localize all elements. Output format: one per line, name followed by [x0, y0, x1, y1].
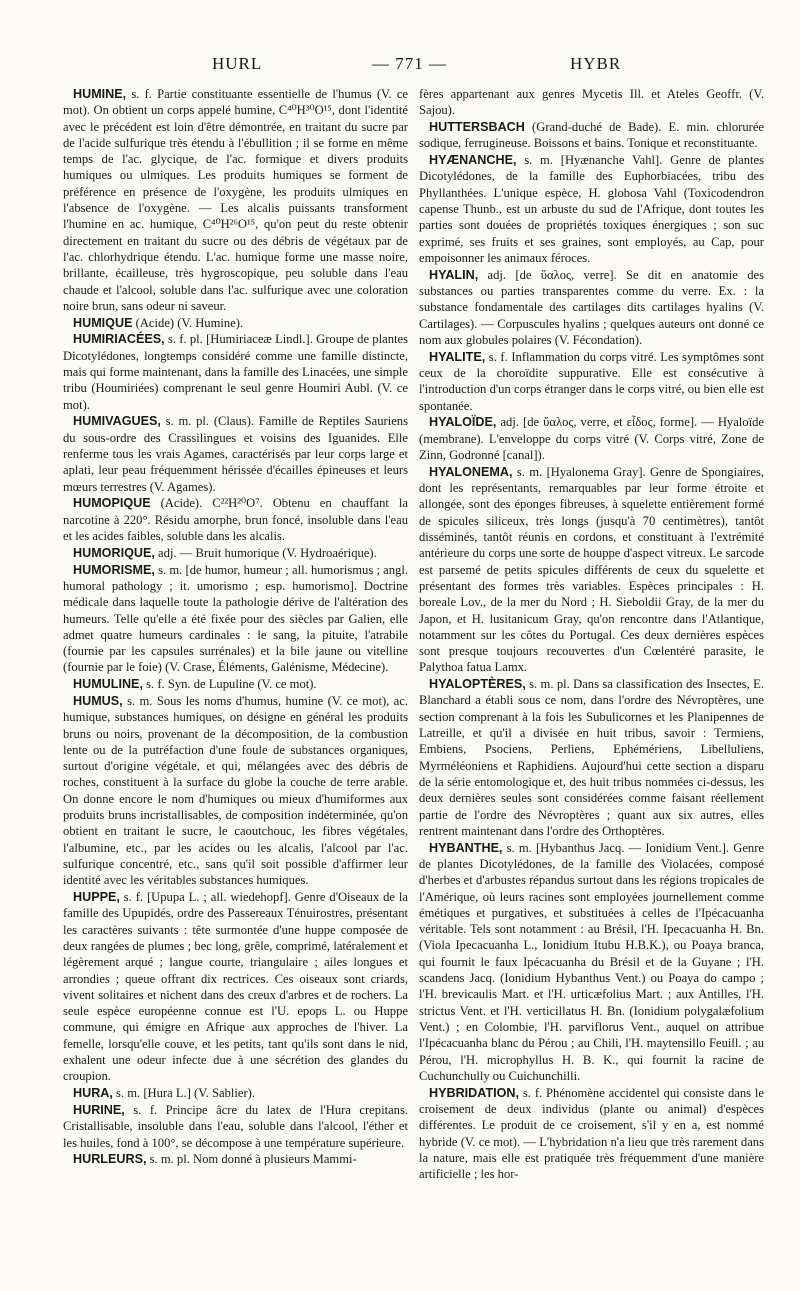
dictionary-entry [419, 1085, 764, 1183]
entry-headword: HUTTERSBACH [429, 120, 525, 135]
entry-text: fères appartenant aux genres Mycetis Ill. et Ateles Geoffr. (V. Sajou). [419, 87, 764, 118]
entry-text: s. m. [Hybanthus Jacq. — Ionidium Vent.]. Genre de plantes Dicotylédones, de la famille des Violacées, composé d'herbes et d'arbustes répandus surtout dans les régions tropicales de l'Amérique, où leurs racines sont employées journellement comme émétiques et purgatives, et substituées à celles de l'Ipécacuanha véritable. Tels sont notamment : au Brésil, l'H. Ipecacuanha H. Bn. (Viola Ipecacuanha L., Ionidium Itubu H.B.K.), ou Poaya branca, qui fournit le faux Ipécacuanha du Brésil et de la Guyane ; l'H. scandens Jacq. (Ionidium Hybanthus Vent.) ou Poaya do campo ; l'H. brevicaulis Mart. et l'H. urticæfolius Mart. ; aux Antilles, l'H. strictus Vent. et l'H. verticillatus H. Bn. (Ionidium polygalæfolium Vent.) ; en Colombie, l'H. parviflorus Vent., auquel on attribue l'Ipécacuanha blanc du Pérou ; au Chili, l'H. maytensillo Feuill. ; au Pérou, l'H. microphyllus H. B. K., qui fournit la racine de Cuchunchully ou Cuichunchilli. [419, 840, 764, 1083]
entry-text: s. m. [de humor, humeur ; all. humorismus ; angl. humoral pathology ; it. umorismo ; esp. humorismo]. Doctrine médicale dans laquelle toute la pathologie dérive de l'altération des humeurs. Telle qu'elle a été fixée pour des siècles par Galien, elle admet quatre humeurs cardinales : le sang, la pituite, l'atrabile (fournie par les capsules surrénales) et la bile jaune ou vitelline (fournie par le foie) (V. Crase, Éléments, Galénisme, Médecine). [63, 562, 408, 675]
entry-headword: HUMUS, [73, 693, 123, 708]
dictionary-entry [63, 693, 408, 889]
entry-headword: HURINE, [73, 1102, 125, 1117]
entry-headword: HUMORISME, [73, 562, 155, 577]
dictionary-entry [419, 464, 764, 676]
dictionary-entry [419, 267, 764, 348]
entry-text: s. m. pl. Nom donné à plusieurs Mammi- [149, 1152, 357, 1167]
dictionary-entry [63, 1151, 408, 1167]
entry-text: adj. [de ὕαλος, verre, et εἶδος, forme]. — Hyaloïde (membrane). L'enveloppe du corps vitré (V. Corps vitré, Zone de Zinn, Godronné [canal]). [419, 415, 764, 463]
entry-text: (Acide). C²²H²⁰O⁷. Obtenu en chauffant la narcotine à 220°. Résidu amorphe, brun foncé, insoluble dans l'eau et les acides faibles, soluble dans les alcalis. [63, 496, 408, 544]
entry-text: s. f. [Upupa L. ; all. wiedehopf]. Genre d'Oiseaux de la famille des Upupidés, ordre des Passereaux Ténuirostres, présentant les caractères suivants : tête surmontée d'une huppe composée de deux rangées de plumes ; bec long, grêle, comprimé, latéralement et légèrement arqué ; langue courte, triangulaire ; ailes longues et arrondies ; queue offrant dix rectrices. Ces oiseaux sont criards, vivent solitaires et nichent dans des creux d'arbres et de rochers. La seule espèce européenne connue est l'U. epops L. ou Huppe commune, qui émigre en Afrique aux approches de l'hiver. La femelle, lorsqu'elle couve, et les petits, tant qu'ils sont dans le nid, exhalent une odeur infecte due à une sécrétion des glandes du croupion. [63, 890, 408, 1084]
dictionary-entry [63, 413, 408, 494]
dictionary-entry [63, 86, 408, 314]
dictionary-entry [419, 676, 764, 839]
entry-headword: HUMIVAGUES, [73, 414, 161, 429]
running-head-left: HURL [212, 54, 263, 73]
dictionary-entry [63, 315, 408, 331]
right-column [419, 86, 764, 1276]
entry-text: s. m. [Hyalonema Gray]. Genre de Spongiaires, dont les représentants, remarquables par leur forme étroite et allongée, sont des éponges fibreuses, à squelette entièrement formé de spicules siliceux, très longs (jusqu'à 70 centimètres), tantôt disséminés, tantôt réunis en cordons, et constituant à l'extrémité antérieure du corps une sorte de houppe d'aspect vitreux. Le sarcode est parsemé de petits spicules différents de ceux du squelette et présentant des formes très variables. Espèces principales : H. boreale Lov., de la mer du Nord ; H. Sieboldii Gray, de la mer du Japon, et H. lusitanicum Gray, qu'on rencontre dans l'Atlantique, notamment sur les côtes du Portugal. Ces deux dernières espèces sont presque toujours recouvertes d'un Cœlentéré parasite, le Palythoa fatua Lamx. [419, 464, 764, 675]
entry-text: s. f. pl. [Humiriaceæ Lindl.]. Groupe de plantes Dicotylédones, longtemps considéré comme une famille distincte, mais qui forme maintenant, dans la famille des Linacées, une simple tribu (Houmiriées) comprenant le seul genre Houmiri Aubl. (V. ce mot). [63, 332, 408, 412]
entry-text: adj. — Bruit humorique (V. Hydroaérique). [158, 545, 377, 560]
entry-headword: HUMIRIACÉES, [73, 332, 165, 347]
entry-text: s. f. Phénomène accidentel qui consiste dans le croisement de deux individus (plante ou animal) d'espèces différentes. Le produit de ce croisement, s'il y en a, est nommé hybride (V. ce mot). — L'hybridation n'a lieu que très rarement dans la nature, mais elle est pratiquée très fréquemment d'une manière artificielle ; les hor- [419, 1085, 764, 1182]
entry-continuation [419, 86, 764, 119]
dictionary-entry [63, 889, 408, 1085]
entry-text: s. f. Principe âcre du latex de l'Hura crepitans. Cristallisable, insoluble dans l'eau, soluble dans l'alcool, l'éther et les huiles, fond à 100°, se décompose à une température supérieure. [63, 1102, 408, 1150]
entry-headword: HUMORIQUE, [73, 545, 155, 560]
running-head-right: HYBR [570, 54, 622, 73]
dictionary-entry [419, 152, 764, 266]
dictionary-entry [419, 349, 764, 414]
entry-headword: HUPPE, [73, 890, 120, 905]
entry-headword: HYALIN, [429, 267, 479, 282]
dictionary-entry [63, 562, 408, 676]
entry-text: s. f. Inflammation du corps vitré. Les symptômes sont ceux de la choroïdite suppurative. Elle est consécutive à l'introduction d'un corps étranger dans le corps vitré, ou bien elle est spontanée. [419, 349, 764, 413]
entry-headword: HUMULINE, [73, 677, 143, 692]
left-column [63, 86, 408, 1276]
dictionary-entry [63, 1102, 408, 1151]
dictionary-entry [63, 495, 408, 544]
running-head [60, 54, 760, 80]
entry-headword: HUMINE, [73, 87, 127, 101]
entry-headword: HYALONEMA, [429, 464, 513, 479]
entry-text: s. m. Sous les noms d'humus, humine (V. ce mot), ac. humique, substances humiques, on désigne en général les produits bruns ou noirs, provenant de la décomposition, de la combustion lente ou de la putréfaction d'une foule de substances organiques, surtout d'origine végétale, et qui, mélangées avec des débris de roches, constituent à la surface du globe la couche de terre arable. On donne encore le nom d'humiques ou mieux d'humiformes aux produits bruns incristallisables, de composition indéterminée, qu'on obtient en traitant le sucre, le caoutchouc, les fibres végétales, l'albumine, etc., par les acides ou les alcalis, l'alcool par l'ac. sulfurique concentré, etc., sans qu'il soit possible d'affirmer leur identité avec les véritables substances humiques. [63, 693, 408, 888]
entry-text: s. m. pl. (Claus). Famille de Reptiles Sauriens du sous-ordre des Crassilingues et voisins des Iguanides. Elle renferme tous les vrais Agames, caractérisés par leur corps large et aplati, leur peau fréquemment hérissée d'écailles épineuses et leurs mœurs terrestres (V. Agames). [63, 414, 408, 494]
entry-text: s. m. [Hura L.] (V. Sablier). [116, 1086, 256, 1101]
dictionary-entry [419, 414, 764, 463]
dictionary-entry [419, 119, 764, 152]
entry-headword: HYBANTHE, [429, 840, 503, 855]
entry-text: adj. [de ὕαλος, verre]. Se dit en anatomie des substances ou parties transparentes comme du verre. Ex. : la substance fondamentale des cartilages dits cartilages hyalins (V. Cartilages). — Corpuscules hyalins ; quelques auteurs ont donné ce nom aux globules polaires (V. Fécondation). [419, 267, 764, 347]
entry-text: s. m. [Hyænanche Vahl]. Genre de plantes Dicotylédones, de la famille des Euphorbiacées, tribu des Phyllanthées. L'unique espèce, H. globosa Vahl (Toxicodendron capense Thunb., est un arbuste du sud de l'Afrique, dont toutes les parties sont douées de propriétés toxiques énergiques ; son suc exprimé, ses fruits et ses graines, sont employés, au Cap, pour empoisonner les animaux féroces. [419, 153, 764, 265]
entry-headword: HYALITE, [429, 349, 486, 364]
entry-text: s. f. Syn. de Lupuline (V. ce mot). [146, 677, 317, 692]
dictionary-entry [63, 676, 408, 692]
dictionary-entry [63, 545, 408, 561]
page-number: — 771 — [372, 54, 447, 73]
entry-text: (Acide) (V. Humine). [135, 315, 244, 330]
entry-headword: HYBRIDATION, [429, 1085, 520, 1100]
entry-headword: HUMOPIQUE [73, 496, 151, 511]
entry-text: (Grand-duché de Bade). E. min. chlorurée sodique, ferrugineuse. Boissons et bains. Tonique et reconstituante. [419, 120, 764, 151]
entry-headword: HYALOÏDE, [429, 415, 497, 430]
entry-text: s. f. Partie constituante essentielle de l'humus (V. ce mot). On obtient un corps appelé humine, C⁴⁰H³⁰O¹⁵, dont l'identité avec le précédent est loin d'être démontrée, en traitant du sucre par de l'acide sulfurique très étendu à l'ébullition ; il se forme en même temps de l'ac. glycique, de l'ac. formique et divers produits humiques ou ulmiques. Les produits humiques se forment de préférence en présence de l'oxygène, les produits ulmiques en l'absence de l'oxygène. — Les alcalis puissants transforment l'humine en ac. humique, C⁴⁰H²⁶O¹⁵, qu'on peut du reste obtenir directement en traitant du sucre ou des débris de végétaux par de l'ac. chlorhydrique étendu. L'ac. humique forme une masse noire, brillante, écailleuse, très hygroscopique, peu soluble dans l'eau chaude et l'alcool, soluble dans l'ac. sulfurique avec une coloration noire brun, sans odeur ni saveur. [63, 87, 408, 313]
dictionary-entry [419, 840, 764, 1084]
entry-headword: HYÆNANCHE, [429, 153, 517, 168]
entry-headword: HURA, [73, 1086, 113, 1101]
dictionary-entry [63, 1085, 408, 1101]
dictionary-entry [63, 331, 408, 412]
entry-headword: HURLEURS, [73, 1152, 147, 1167]
entry-headword: HUMIQUE [73, 315, 133, 330]
entry-text: s. m. pl. Dans sa classification des Insectes, E. Blanchard a établi sous ce nom, dans l'ordre des Névroptères, une section comprenant à la fois les Subulicornes et les Planipennes de Latreille, et qu'il a divisée en huit tribus, savoir : Termiens, Embiens, Psociens, Perliens, Ephémériens, Libelluliens, Myrméléoniens et Raphidiens. Aujourd'hui cette section a disparu de la série entomologique et, des huit tribus nommées ci-dessus, les deux dernières seules sont considérées comme faisant réellement partie de l'ordre des Névroptères ; quant aux six autres, elles rentrent maintenant dans l'ordre des Orthoptères. [419, 677, 764, 838]
entry-headword: HYALOPTÈRES, [429, 677, 526, 692]
